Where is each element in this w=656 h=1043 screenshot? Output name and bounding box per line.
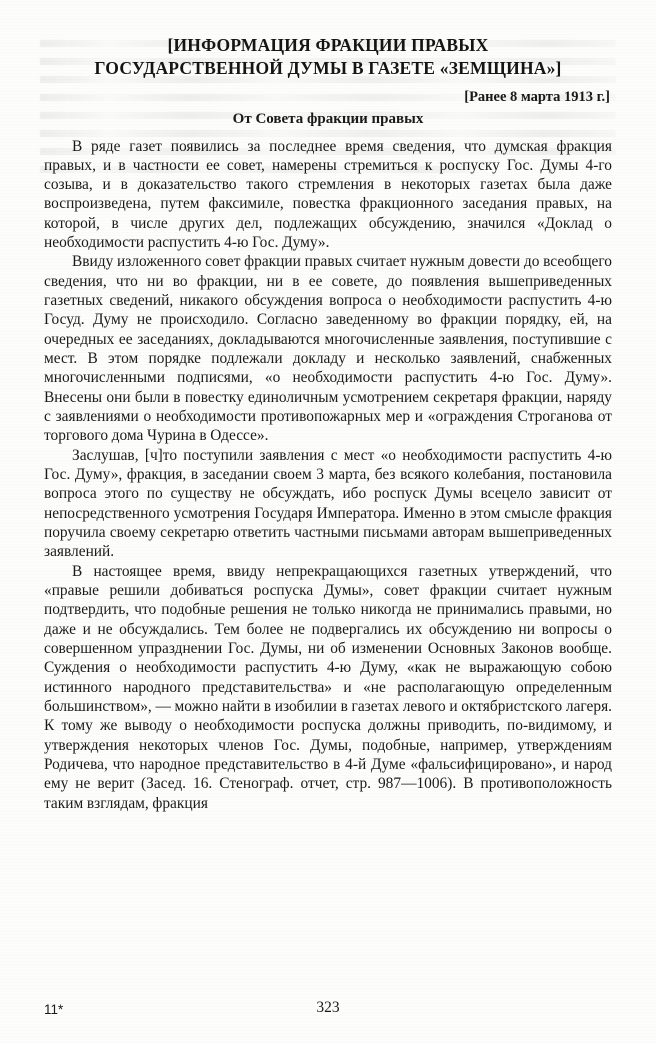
page-title bbox=[44, 34, 612, 80]
paragraph: Заслушав, [ч]то поступили заявления с мест «о необходимости распустить 4-ю Гос. Думу», фракция, в заседании своем 3 марта, без всякого колебания, постановила вопроса этого по существу не обсуждать, ибо роспуск Думы всецело зависит от непосредственного усмотрения Государя Императора. Именно в этом смысле фракция поручила своему секретарю ответить частными письмами авторам вышеприведенных заявлений. bbox=[44, 446, 612, 561]
paragraph: В ряде газет появились за последнее время сведения, что думская фракция правых, и в частности ее совет, намерены стремиться к роспуску Гос. Думы 4-го созыва, и в доказательство такого стремления в некоторых газетах была даже воспроизведена, путем факсимиле, повестка фракционного заседания правых, на которой, в числе других дел, подлежащих обсуждению, значился «Доклад о необходимости распустить 4-ю Гос. Думу». bbox=[44, 137, 612, 252]
body-text bbox=[44, 137, 612, 813]
dateline: [Ранее 8 марта 1913 г.] bbox=[464, 88, 610, 105]
signature-mark: 11* bbox=[44, 1002, 64, 1017]
page-number: 323 bbox=[316, 999, 340, 1016]
paragraph: В настоящее время, ввиду непрекращающихся газетных утверждений, что «правые решили добиваться роспуска Думы», совет фракции считает нужным подтвердить, что подобные решения не только никогда не принимались правыми, но даже и не обсуждались. Тем более не подвергались их обсуждению ни вопросы о совершенном упразднении Гос. Думы, ни об изменении Основных Законов вообще. Суждения о необходимости распустить 4-ю Думу, «как не выражающую собою истинного народного представительства» и «не располагающую определенным большинством», — можно найти в изобилии в газетах левого и октябристского лагеря. К тому же выводу о необходимости роспуска должны приводить, по-видимому, и утверждения некоторых членов Гос. Думы, подобные, например, утверждениям Родичева, что народное представительство в 4-й Думе «фальсифицировано», и народ ему не верит (Засед. 16. Стенограф. отчет, стр. 987—1006). В противоположность таким взглядам, фракция bbox=[44, 562, 612, 812]
paragraph: Ввиду изложенного совет фракции правых считает нужным довести до всеобщего сведения, что ни во фракции, ни в ее совете, до появления вышеприведенных газетных сведений, никакого обсуждения вопроса о необходимости распустить 4-ю Госуд. Думу не происходило. Согласно заведенному во фракции порядку, ей, на очередных ее заседаниях, докладываются многочисленные заявления, поступившие с мест. В этом порядке подлежали докладу и несколько заявлений, снабженных многочисленными подписями, «о необходимости распустить 4-ю Гос. Думу». Внесены они были в повестку единоличным усмотрением секретаря фракции, наряду с заявлениями о необходимости противопожарных мер и «ограждения Строганова от торгового дома Чурина в Одессе». bbox=[44, 253, 612, 445]
page-footer bbox=[44, 999, 612, 1017]
subheading: От Совета фракции правых bbox=[232, 110, 424, 127]
title-line-2: ГОСУДАРСТВЕННОЙ ДУМЫ В ГАЗЕТЕ «ЗЕМЩИНА»] bbox=[94, 57, 562, 78]
title-line-1: [ИНФОРМАЦИЯ ФРАКЦИИ ПРАВЫХ bbox=[167, 35, 489, 55]
